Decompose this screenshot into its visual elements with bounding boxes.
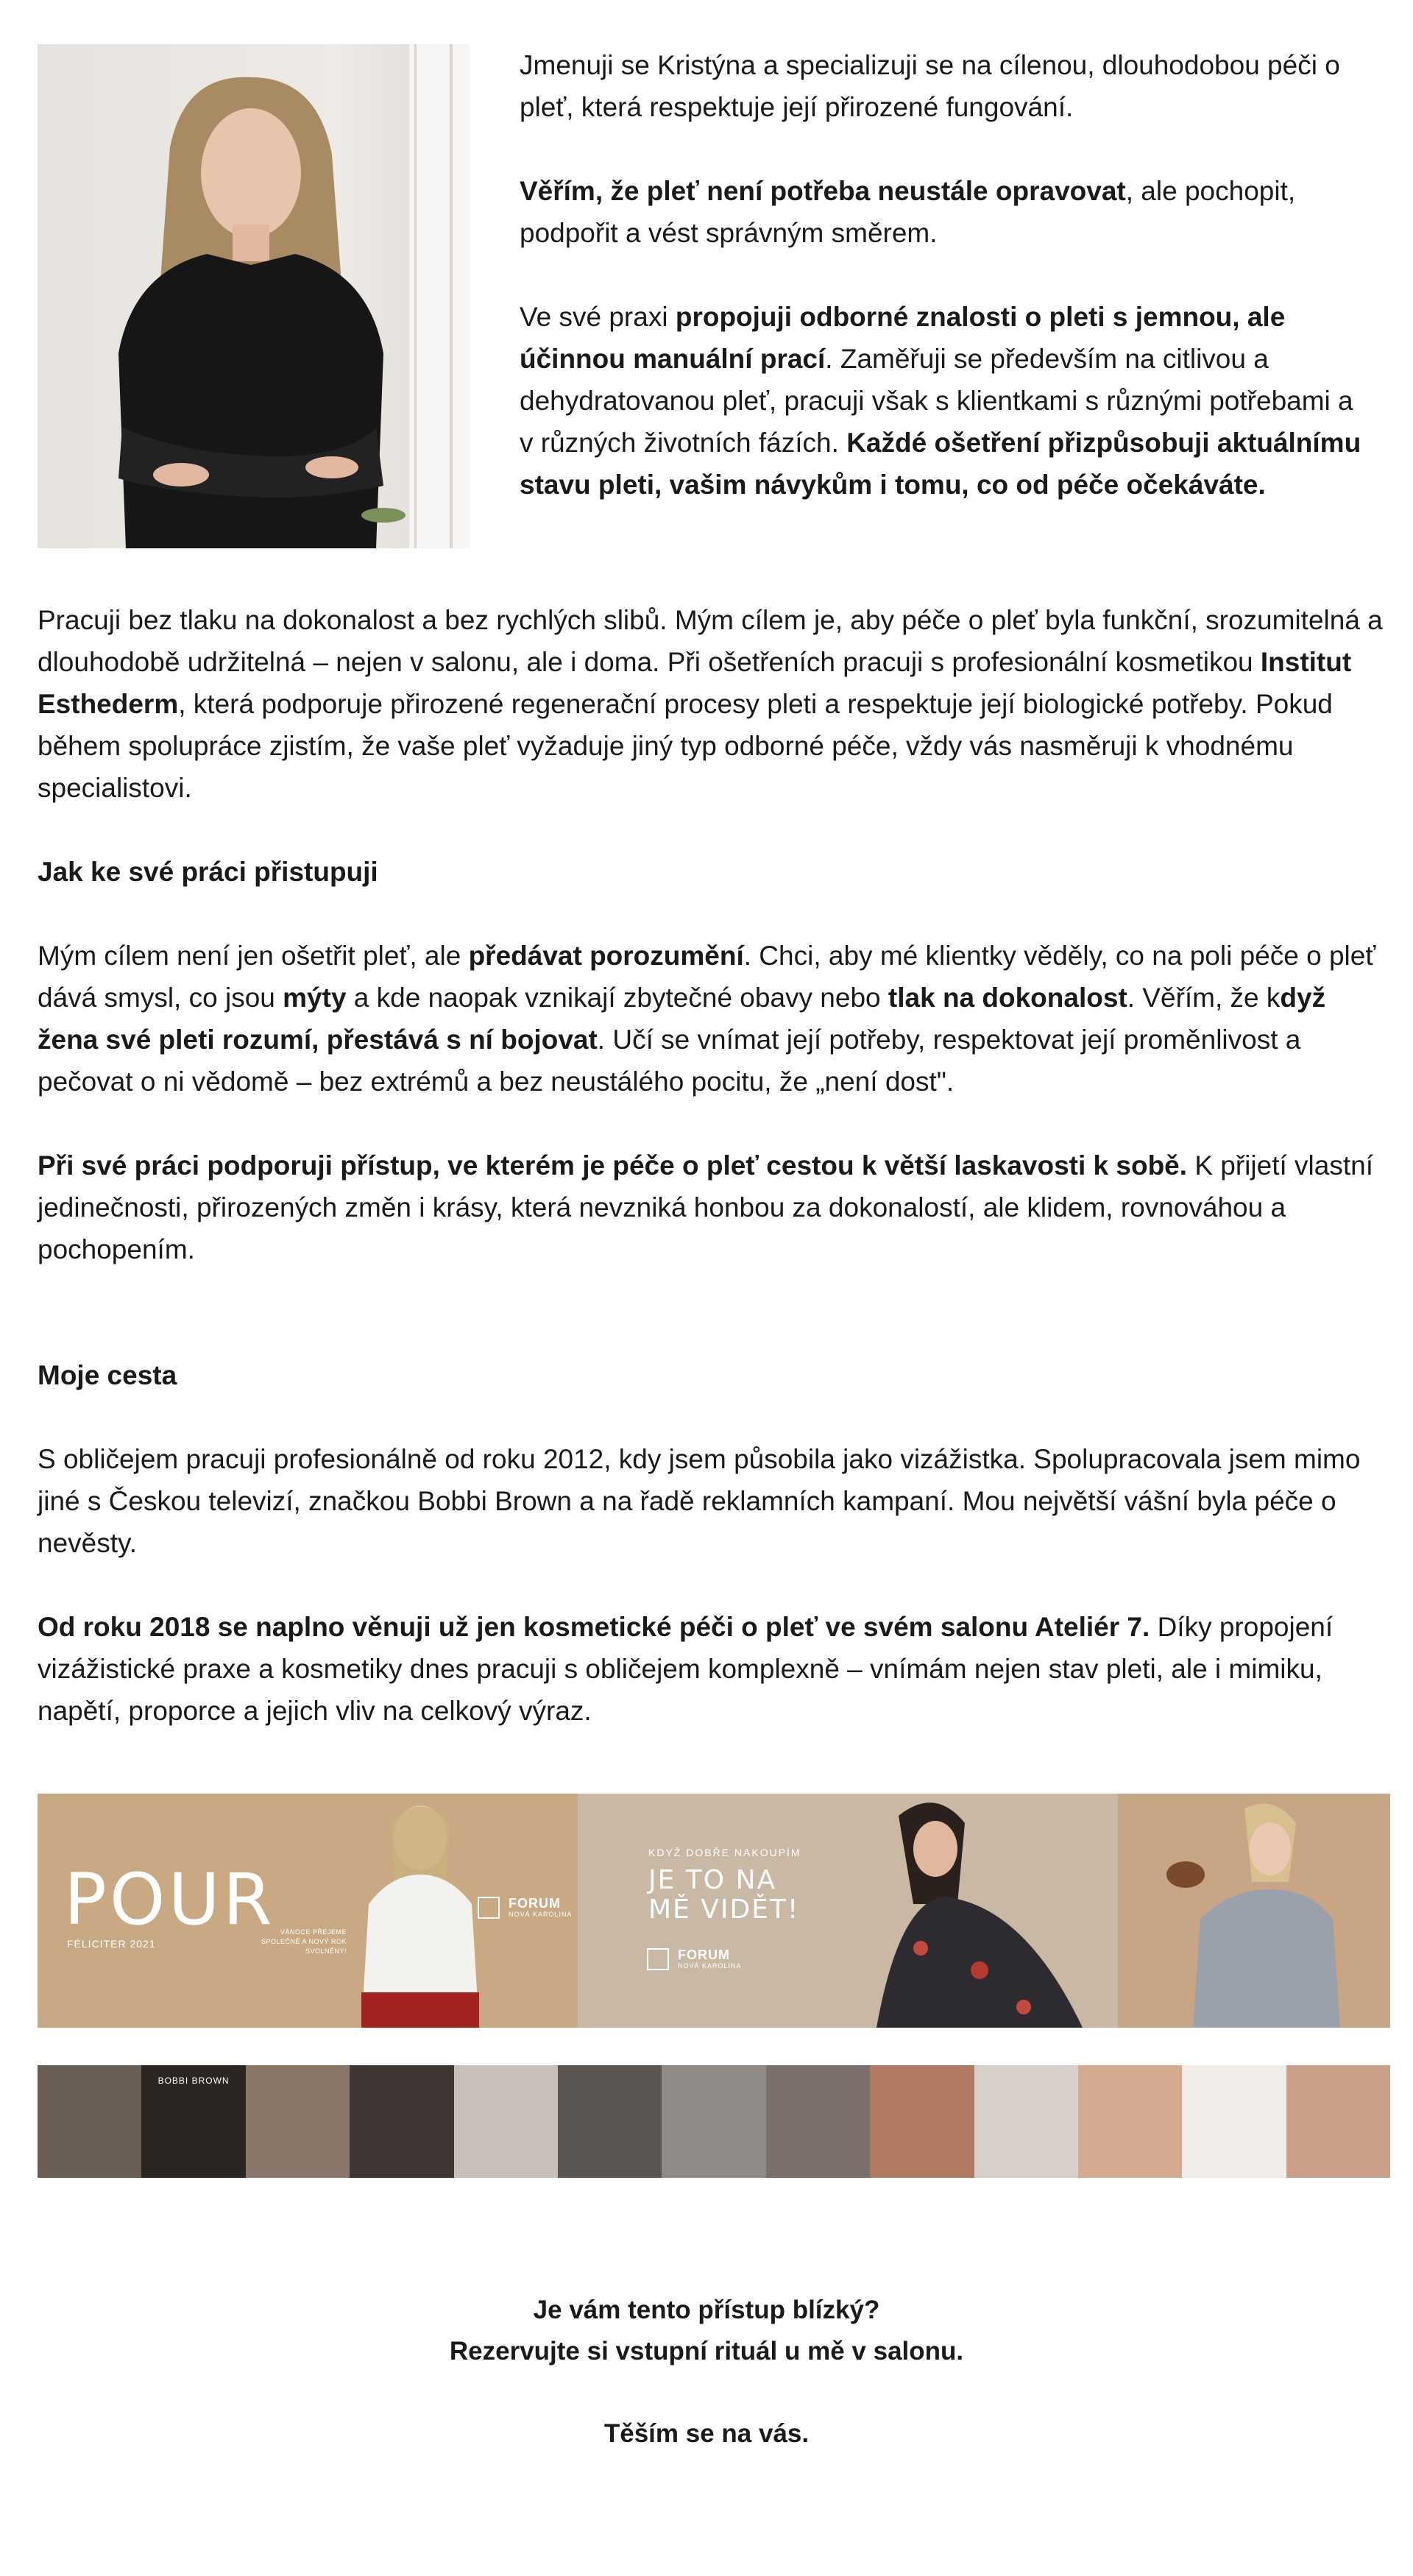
intro-paragraph-2-emphasis: Věřím, že pleť není potřeba neustále opravovat bbox=[520, 176, 1126, 206]
photo-strip-tile bbox=[1078, 2065, 1182, 2178]
photo-strip-tile bbox=[246, 2065, 350, 2178]
portrait-illustration bbox=[38, 44, 470, 548]
kindness-emphasis: Při své práci podporuji přístup, ve kterém je péče o pleť cestou k větší laskavosti k sobě. bbox=[38, 1150, 1188, 1181]
pour-subtitle: FÉLICITER 2021 bbox=[67, 1938, 156, 1950]
banner-headline-line-1: JE TO NA bbox=[648, 1865, 777, 1895]
burger-model-illustration bbox=[1141, 1794, 1384, 2028]
intro-paragraph-3-a: Ve své praxi bbox=[520, 302, 676, 332]
body-section bbox=[38, 599, 1391, 1732]
approach-text-e: . Učí se vnímat její potřeby, respektovat její proměnlivost a pečovat o ni vědomě – bez extrémů a bez neustálého pocitu, že „není dost". bbox=[38, 1025, 1301, 1097]
salon-text: Díky propojení vizážistické praxe a kosmetiky dnes pracuji s obličejem komplexně – vnímám nejen stav pleti, ale i mimiku, napětí, proporce a jejich vliv na celkový výraz. bbox=[38, 1612, 1334, 1726]
photo-strip-tile bbox=[1182, 2065, 1286, 2178]
salon-paragraph bbox=[38, 1606, 1391, 1732]
portrait-photo bbox=[38, 44, 470, 548]
closing-section bbox=[0, 2290, 1413, 2455]
kindness-text: K přijetí vlastní jedinečnosti, přirozených změn i krásy, která nevzniká honbou za dokonalostí, ale klidem, rovnováhou a pochopením. bbox=[38, 1150, 1373, 1264]
photo-strip-tile bbox=[558, 2065, 662, 2178]
photo-strip-tile bbox=[1286, 2065, 1390, 2178]
heading-my-path: Moje cesta bbox=[38, 1360, 177, 1390]
photo-strip-tile bbox=[141, 2065, 245, 2178]
practice-paragraph bbox=[38, 599, 1391, 809]
intro-paragraph-1: Jmenuji se Kristýna a specializuji se na cílenou, dlouhodobou péči o pleť, která respektuje její přirozené fungování. bbox=[520, 50, 1340, 122]
pour-note: VÁNOCE PŘEJEME SPOLEČNĚ A NOVÝ ROK SVOLNĚNÝ! bbox=[261, 1928, 347, 1955]
heading-approach: Jak ke své práci přistupuji bbox=[38, 857, 378, 887]
photo-strip-tile bbox=[350, 2065, 453, 2178]
approach-text-a: Mým cílem není jen ošetřit pleť, ale bbox=[38, 941, 469, 971]
bobbi-brown-sign: BOBBI BROWN bbox=[157, 2076, 230, 2086]
photo-strip-tile bbox=[662, 2065, 765, 2178]
closing-greeting: Těším se na vás. bbox=[603, 2419, 810, 2448]
forum-sub-label: NOVÁ KAROLINA bbox=[509, 1911, 573, 1918]
forum-label: FORUM bbox=[678, 1947, 730, 1962]
approach-paragraph bbox=[38, 935, 1391, 1103]
approach-text-b: . Chci, aby mé klientky věděly, co na poli péče o pleť dává smysl, co jsou bbox=[38, 941, 1376, 1013]
salon-emphasis: Od roku 2018 se naplno věnuji už jen kosmetické péči o pleť ve svém salonu Ateliér 7. bbox=[38, 1612, 1150, 1642]
intro-paragraph-2-rest: , ale pochopit, podpořit a vést správným směrem. bbox=[520, 176, 1296, 248]
forum-logo-icon bbox=[478, 1897, 500, 1919]
closing-call-to-action: Rezervujte si vstupní rituál u mě v salonu. bbox=[449, 2337, 964, 2366]
intro-paragraph-3-b: . Zaměřuji se především na citlivou a dehydratovanou pleť, pracuji však s klientkami s různými potřebami a v různých životních fázích. bbox=[520, 344, 1353, 458]
photo-strip-tile bbox=[38, 2065, 141, 2178]
banner-headline bbox=[648, 1866, 799, 1925]
banner-tagline: KDYŽ DOBŘE NAKOUPÍM bbox=[648, 1847, 801, 1858]
photo-strip-tile bbox=[454, 2065, 558, 2178]
approach-emphasis-1: předávat porozumění bbox=[468, 941, 744, 971]
approach-emphasis-4: dyž žena své pleti rozumí, přestává s ní bojovat bbox=[38, 983, 1326, 1055]
photo-strip-tile bbox=[974, 2065, 1078, 2178]
photo-strip bbox=[38, 2065, 1390, 2178]
intro-paragraph-3 bbox=[520, 296, 1366, 506]
approach-emphasis-3: tlak na dokonalost bbox=[888, 983, 1127, 1013]
forum-label: FORUM bbox=[509, 1896, 561, 1911]
intro-paragraph-3-emphasis-2: Každé ošetření přizpůsobuji aktuálnímu stavu pleti, vašim návykům i tomu, co od péče očekáváte. bbox=[520, 428, 1361, 500]
intro-paragraph-2 bbox=[520, 170, 1366, 254]
photo-strip-tile bbox=[766, 2065, 870, 2178]
campaign-banner bbox=[38, 1794, 1390, 2028]
approach-text-c: a kde naopak vznikají zbytečné obavy nebo bbox=[346, 983, 888, 1013]
kindness-paragraph bbox=[38, 1144, 1391, 1270]
fashion-model-illustration bbox=[832, 1794, 1112, 2028]
approach-text-d: . Věřím, že k bbox=[1127, 983, 1281, 1013]
brand-institut-esthederm: Institut Esthederm bbox=[38, 647, 1352, 719]
history-paragraph: S obličejem pracuji profesionálně od roku 2012, kdy jsem působila jako vizážistka. Spolupracovala jsem mimo jiné s Českou televizí, značkou Bobbi Brown a na řadě reklamních kampaní. Mou největší vášní byla péče o nevěsty. bbox=[38, 1444, 1361, 1558]
forum-logo-2 bbox=[678, 1948, 742, 1970]
photo-strip-tile bbox=[870, 2065, 974, 2178]
practice-text-b: , která podporuje přirozené regenerační procesy pleti a respektuje její biologické potřeby. Pokud během spolupráce zjistím, že vaše pleť vyžaduje jiný typ odborné péče, vždy vás nasměruji k vhodnému specialistovi. bbox=[38, 689, 1333, 803]
pour-logo-text: POUR bbox=[64, 1858, 275, 1941]
banner-headline-line-2: MĚ VIDĚT! bbox=[648, 1894, 800, 1925]
intro-text bbox=[520, 44, 1366, 506]
forum-logo-1 bbox=[509, 1897, 573, 1919]
approach-emphasis-2: mýty bbox=[283, 983, 347, 1013]
intro-paragraph-3-emphasis-1: propojuji odborné znalosti o pleti s jemnou, ale účinnou manuální prací bbox=[520, 302, 1286, 374]
forum-sub-label: NOVÁ KAROLINA bbox=[678, 1962, 742, 1970]
practice-text-a: Pracuji bez tlaku na dokonalost a bez rychlých slibů. Mým cílem je, aby péče o pleť byla funkční, srozumitelná a dlouhodobě udržitelná – nejen v salonu, ale i doma. Při ošetřeních pracuji s profesionální kosmetikou bbox=[38, 605, 1383, 677]
closing-question: Je vám tento přístup blízký? bbox=[533, 2296, 880, 2324]
forum-logo-icon bbox=[647, 1948, 669, 1970]
